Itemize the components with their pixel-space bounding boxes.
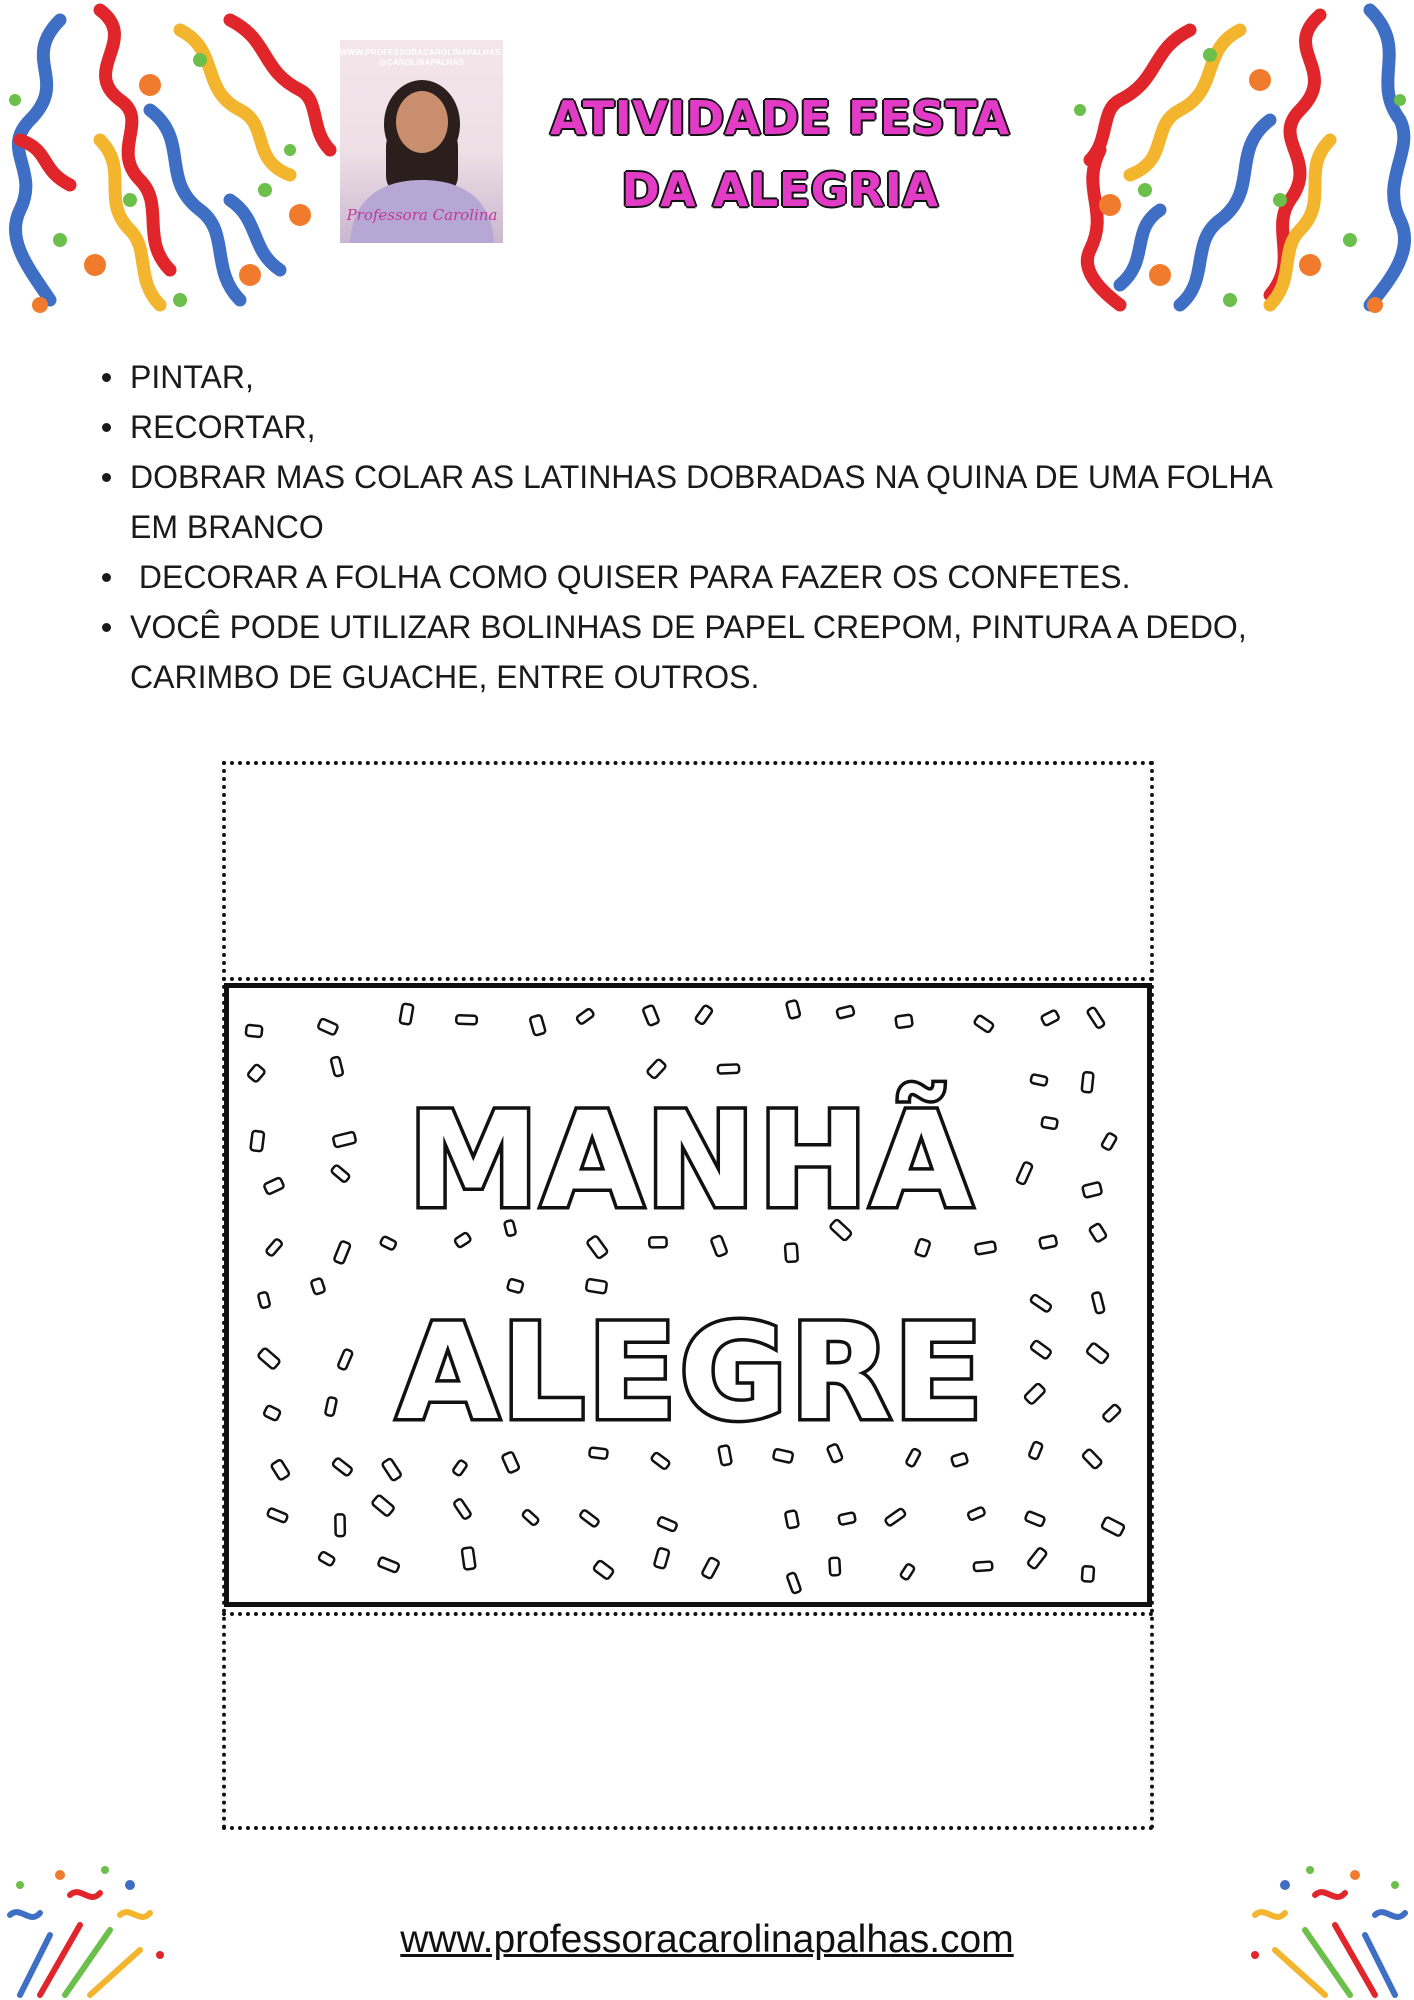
confetti-piece <box>1102 1404 1121 1423</box>
confetti-piece <box>695 1005 713 1025</box>
confetti-piece <box>1030 1294 1052 1313</box>
confetti-piece <box>838 1512 856 1525</box>
person-portrait <box>340 40 523 243</box>
confetti-piece <box>271 1459 290 1480</box>
confetti-piece <box>1041 1010 1060 1026</box>
confetti-piece <box>530 1015 546 1036</box>
confetti-piece <box>1092 1292 1105 1314</box>
label-word-manha: MANHÃ <box>407 1084 975 1238</box>
confetti-piece <box>371 1494 394 1516</box>
confetti-piece <box>1027 1547 1047 1569</box>
confetti-piece <box>380 1236 397 1251</box>
confetti-piece <box>975 1241 996 1254</box>
confetti-piece <box>654 1548 670 1569</box>
confetti-piece <box>263 1405 281 1421</box>
confetti-piece <box>317 1018 338 1035</box>
confetti-piece <box>1086 1342 1109 1364</box>
fold-line-top <box>222 977 1154 981</box>
instruction-item: VOCÊ PODE UTILIZAR BOLINHAS DE PAPEL CREPOM, PINTURA A DEDO, CARIMBO DE GUACHE, ENTRE OUTROS. <box>130 602 1400 702</box>
confetti-piece <box>378 1557 400 1573</box>
confetti-piece <box>247 1064 266 1083</box>
confetti-piece <box>1082 1566 1094 1582</box>
party-streamers-icon <box>0 0 330 320</box>
confetti-piece <box>318 1551 335 1566</box>
instruction-item: DOBRAR MAS COLAR AS LATINHAS DOBRADAS NA QUINA DE UMA FOLHA EM BRANCO <box>130 452 1310 552</box>
confetti-piece <box>915 1238 931 1257</box>
confetti-piece <box>884 1508 906 1527</box>
confetti-piece <box>334 1241 351 1265</box>
confetti-piece <box>711 1235 728 1257</box>
confetti-piece <box>332 1457 353 1476</box>
confetti-piece <box>311 1278 326 1295</box>
label-word-alegre: ALEGRE <box>396 1296 986 1450</box>
teacher-photo <box>340 40 523 243</box>
instruction-item: DECORAR A FOLHA COMO QUISER PARA FAZER OS CONFETES. <box>130 552 1414 602</box>
confetti-piece <box>507 1279 524 1294</box>
confetti-piece <box>246 1025 263 1037</box>
confetti-piece <box>335 1514 345 1536</box>
confetti-piece <box>258 1292 271 1309</box>
confetti-piece <box>642 1005 659 1026</box>
confetti-piece <box>1041 1117 1058 1129</box>
party-streamers-icon <box>1070 0 1414 320</box>
photo-shirt-text: Professora Carolina <box>346 206 498 224</box>
confetti-piece <box>1089 1223 1107 1243</box>
confetti-piece <box>1030 1340 1052 1360</box>
confetti-piece <box>974 1015 995 1033</box>
confetti-piece <box>579 1509 600 1527</box>
confetti-piece <box>1101 1132 1117 1150</box>
confetti-piece <box>785 1243 798 1262</box>
confetti-piece <box>576 1008 595 1025</box>
confetti-piece <box>250 1131 264 1152</box>
confetti-piece <box>502 1451 520 1473</box>
confetti-piece <box>1082 1072 1094 1093</box>
confetti-piece <box>382 1458 402 1481</box>
confetti-outline-icon <box>229 988 1147 1602</box>
confetti-piece <box>829 1558 840 1576</box>
confetti-piece <box>895 1014 912 1028</box>
coloring-label-panel <box>224 983 1152 1607</box>
instruction-item: RECORTAR, <box>130 402 1414 452</box>
confetti-piece <box>265 1238 283 1256</box>
confetti-piece <box>836 1006 854 1019</box>
confetti-piece <box>1082 1182 1102 1198</box>
photo-watermark-handle: @CAROLINAPALHAS <box>378 58 465 67</box>
confetti-piece <box>267 1508 288 1523</box>
confetti-piece <box>657 1516 678 1531</box>
confetti-piece <box>337 1349 353 1371</box>
confetti-piece <box>263 1177 284 1195</box>
confetti-piece <box>718 1064 739 1073</box>
confetti-piece <box>1101 1517 1125 1537</box>
page-title <box>500 82 1060 226</box>
confetti-piece <box>586 1279 607 1294</box>
confetti-piece <box>593 1560 614 1580</box>
confetti-piece <box>649 1237 666 1247</box>
confetti-piece <box>1025 1511 1046 1527</box>
fold-line-bottom <box>222 1612 1154 1616</box>
website-link[interactable]: www.professoracarolinapalhas.com <box>400 1918 1014 1961</box>
confetti-piece <box>786 1000 800 1019</box>
confetti-piece <box>333 1132 357 1148</box>
confetti-piece <box>651 1452 671 1470</box>
confetti-piece <box>331 1056 344 1076</box>
instructions-list <box>130 352 1414 702</box>
confetti-piece <box>701 1557 719 1579</box>
confetti-piece <box>399 1003 413 1024</box>
confetti-piece <box>331 1164 351 1183</box>
confetti-piece <box>905 1448 921 1467</box>
confetti-piece <box>1039 1235 1057 1249</box>
confetti-piece <box>1028 1441 1043 1459</box>
confetti-piece <box>452 1460 467 1477</box>
confetti-piece <box>1024 1383 1046 1405</box>
title-line-1: ATIVIDADE FESTA <box>550 91 1010 145</box>
confetti-piece <box>785 1510 799 1528</box>
confetti-piece <box>1030 1074 1047 1086</box>
confetti-piece <box>773 1449 793 1463</box>
instruction-item: PINTAR, <box>130 352 1414 402</box>
confetti-piece <box>967 1507 985 1521</box>
confetti-piece <box>1082 1449 1103 1470</box>
confetti-piece <box>462 1547 476 1570</box>
confetti-piece <box>1016 1162 1033 1185</box>
confetti-piece <box>951 1453 968 1467</box>
confetti-piece <box>900 1563 915 1580</box>
confetti-piece <box>974 1561 993 1571</box>
photo-watermark-url: WWW.PROFESSORACAROLINAPALHAS.COM <box>340 48 523 57</box>
confetti-piece <box>257 1347 280 1369</box>
confetti-piece <box>646 1059 666 1079</box>
confetti-piece <box>1087 1007 1105 1029</box>
confetti-piece <box>456 1015 477 1024</box>
confetti-piece <box>453 1498 472 1520</box>
confetti-piece <box>786 1572 801 1594</box>
confetti-piece <box>586 1235 608 1259</box>
confetti-piece <box>325 1397 337 1416</box>
title-line-2: DA ALEGRIA <box>621 163 939 217</box>
confetti-piece <box>522 1509 540 1526</box>
